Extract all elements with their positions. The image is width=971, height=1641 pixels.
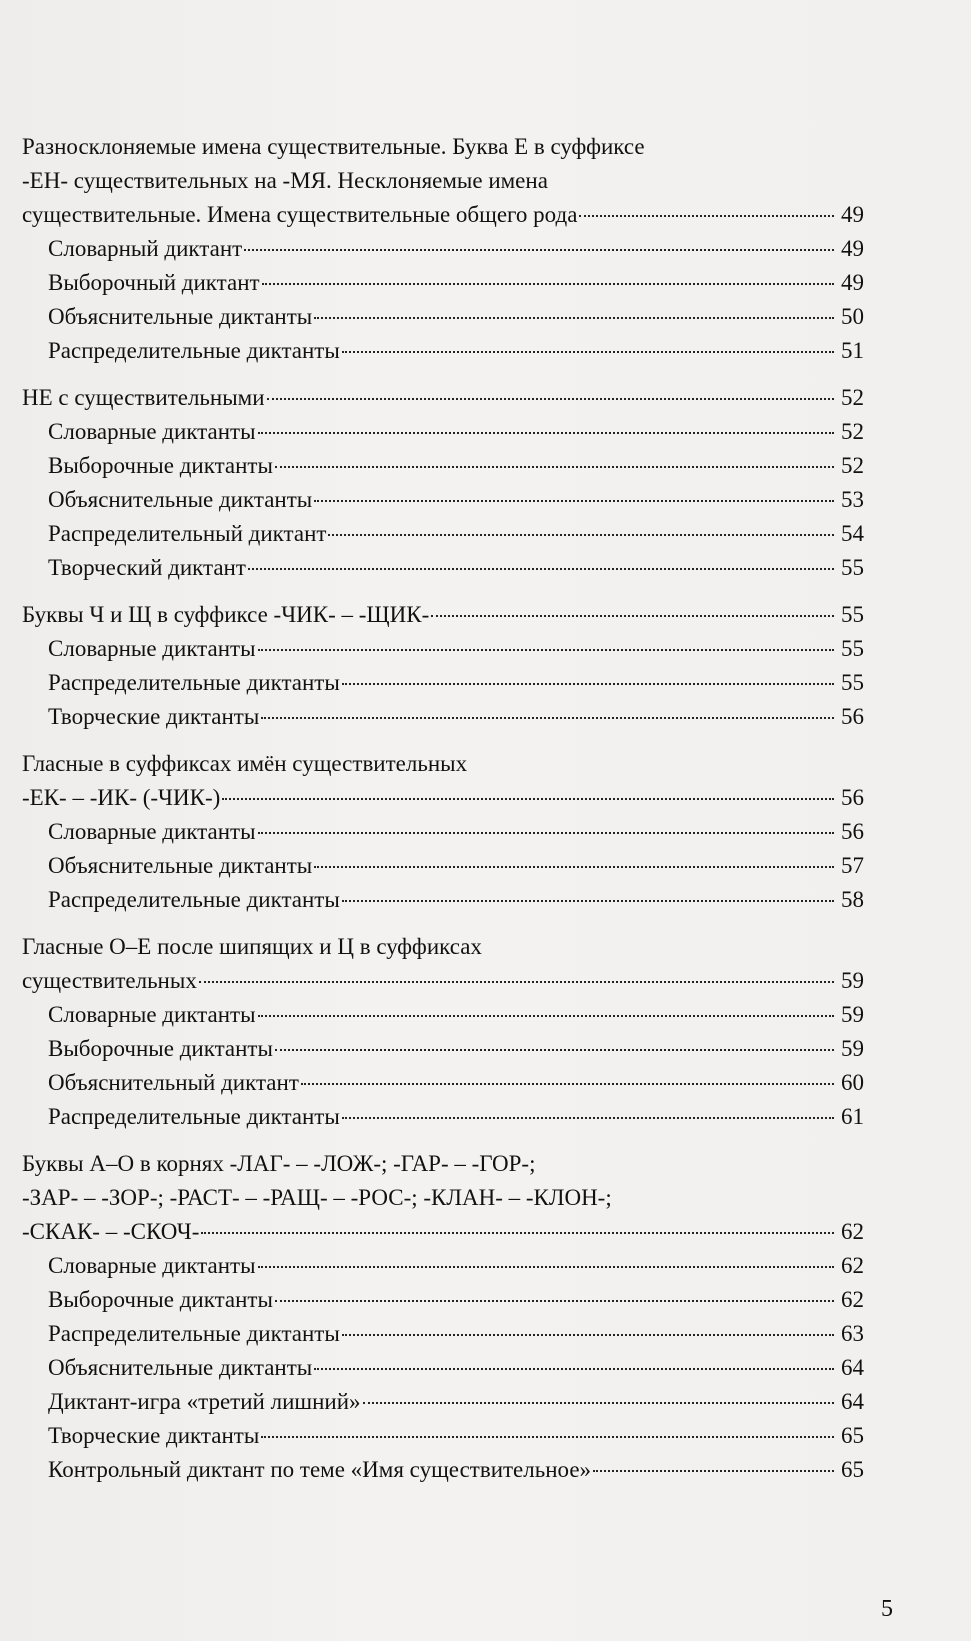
toc-section-title-line	[22, 1181, 864, 1215]
toc-subentry	[22, 1317, 864, 1351]
dot-leader	[244, 249, 834, 251]
toc-section-entry	[22, 781, 864, 815]
toc-page-number: 56	[841, 785, 864, 810]
toc-entry-text: Объяснительные диктанты	[48, 853, 313, 878]
toc-entry-text: Объяснительные диктанты	[48, 487, 313, 512]
toc-entry-text: Объяснительный диктант	[48, 1070, 299, 1095]
dot-leader	[342, 1334, 834, 1336]
toc-subentry	[22, 666, 864, 700]
toc-entry-text: -ЕН- существительных на -МЯ. Несклоняемые имена	[22, 168, 548, 193]
toc-entry-text: Распределительные диктанты	[48, 1321, 340, 1346]
dot-leader	[314, 1368, 834, 1370]
toc-section-entry	[22, 198, 864, 232]
toc-entry-text: Творческие диктанты	[48, 1423, 260, 1448]
toc-section-entry	[22, 381, 864, 415]
dot-leader	[201, 1232, 834, 1234]
toc-entry-text: Распределительные диктанты	[48, 670, 340, 695]
toc-subentry	[22, 1385, 864, 1419]
dot-leader	[261, 717, 834, 719]
toc-entry-text: -ЕК- – -ИК- (-ЧИК-)	[22, 785, 221, 810]
dot-leader	[275, 466, 834, 468]
toc-subentry	[22, 266, 864, 300]
toc-page-number: 52	[841, 385, 864, 410]
toc-entry-text: Распределительные диктанты	[48, 1104, 340, 1129]
toc-page-number: 55	[841, 602, 864, 627]
dot-leader	[258, 432, 834, 434]
toc-page-number: 64	[841, 1389, 864, 1414]
dot-leader	[342, 683, 834, 685]
toc-subentry	[22, 449, 864, 483]
toc-entry-text: НЕ с существительными	[22, 385, 265, 410]
dot-leader	[363, 1402, 834, 1404]
toc-entry-text: Словарный диктант	[48, 236, 243, 261]
toc-page-number: 62	[841, 1287, 864, 1312]
toc-entry-text: Словарные диктанты	[48, 1002, 256, 1027]
toc-entry-text: существительных	[22, 968, 197, 993]
toc-entry-text: существительные. Имена существительные общего рода	[22, 202, 578, 227]
toc-subentry	[22, 998, 864, 1032]
toc-subentry	[22, 632, 864, 666]
toc-entry-text: Словарные диктанты	[48, 419, 256, 444]
dot-leader	[431, 615, 834, 617]
toc-entry-text: Творческие диктанты	[48, 704, 260, 729]
toc-section-title-line	[22, 130, 864, 164]
toc-page-number: 57	[841, 853, 864, 878]
toc-entry-text: -ЗАР- – -ЗОР-; -РАСТ- – -РАЩ- – -РОС-; -КЛАН- – -КЛОН-;	[22, 1185, 612, 1210]
toc-subentry	[22, 1032, 864, 1066]
dot-leader	[258, 649, 834, 651]
toc-page-number: 60	[841, 1070, 864, 1095]
toc-page-number: 50	[841, 304, 864, 329]
dot-leader	[258, 1266, 834, 1268]
toc-entry-text: Выборочные диктанты	[48, 1036, 273, 1061]
dot-leader	[328, 534, 834, 536]
toc-page-number: 58	[841, 887, 864, 912]
toc-section-entry	[22, 598, 864, 632]
toc-entry-text: Разносклоняемые имена существительные. Буква Е в суффиксе	[22, 134, 645, 159]
toc-subentry	[22, 1283, 864, 1317]
toc-section-title-line	[22, 1147, 864, 1181]
dot-leader	[314, 866, 834, 868]
table-of-contents	[22, 130, 864, 1487]
toc-subentry	[22, 1249, 864, 1283]
toc-subentry	[22, 300, 864, 334]
toc-entry-text: Творческий диктант	[48, 555, 246, 580]
toc-subentry	[22, 1066, 864, 1100]
toc-entry-text: Диктант-игра «третий лишний»	[48, 1389, 361, 1414]
toc-entry-text: Гласные О–Е после шипящих и Ц в суффиксах	[22, 934, 482, 959]
toc-section-title-line	[22, 164, 864, 198]
toc-subentry	[22, 1351, 864, 1385]
dot-leader	[199, 981, 834, 983]
dot-leader	[593, 1470, 834, 1472]
toc-subentry	[22, 415, 864, 449]
toc-entry-text: Объяснительные диктанты	[48, 1355, 313, 1380]
dot-leader	[222, 798, 834, 800]
toc-page-number: 59	[841, 1002, 864, 1027]
toc-entry-text: Словарные диктанты	[48, 819, 256, 844]
toc-page-number: 65	[841, 1457, 864, 1482]
dot-leader	[579, 215, 834, 217]
toc-entry-text: -СКАК- – -СКОЧ-	[22, 1219, 200, 1244]
toc-entry-text: Контрольный диктант по теме «Имя существительное»	[48, 1457, 592, 1482]
toc-page-number: 53	[841, 487, 864, 512]
dot-leader	[342, 900, 834, 902]
toc-subentry	[22, 883, 864, 917]
toc-page-number: 52	[841, 453, 864, 478]
toc-entry-text: Гласные в суффиксах имён существительных	[22, 751, 468, 776]
dot-leader	[258, 1015, 834, 1017]
toc-page-number: 64	[841, 1355, 864, 1380]
toc-subentry	[22, 1419, 864, 1453]
toc-page-number: 61	[841, 1104, 864, 1129]
toc-page-number: 49	[841, 202, 864, 227]
toc-page-number: 59	[841, 1036, 864, 1061]
dot-leader	[314, 317, 834, 319]
toc-entry-text: Словарные диктанты	[48, 636, 256, 661]
toc-page-number: 59	[841, 968, 864, 993]
dot-leader	[301, 1083, 834, 1085]
toc-entry-text: Распределительный диктант	[48, 521, 327, 546]
toc-subentry	[22, 700, 864, 734]
dot-leader	[314, 500, 834, 502]
toc-section-entry	[22, 964, 864, 998]
toc-entry-text: Буквы А–О в корнях -ЛАГ- – -ЛОЖ-; -ГАР- – -ГОР-;	[22, 1151, 536, 1176]
toc-subentry	[22, 849, 864, 883]
dot-leader	[342, 351, 834, 353]
toc-subentry	[22, 232, 864, 266]
toc-section-entry	[22, 1215, 864, 1249]
toc-page-number: 56	[841, 704, 864, 729]
dot-leader	[342, 1117, 834, 1119]
toc-section-title-line	[22, 747, 864, 781]
toc-subentry	[22, 1100, 864, 1134]
dot-leader	[258, 832, 834, 834]
toc-entry-text: Выборочные диктанты	[48, 1287, 273, 1312]
toc-entry-text: Распределительные диктанты	[48, 887, 340, 912]
toc-page-number: 65	[841, 1423, 864, 1448]
toc-page-number: 51	[841, 338, 864, 363]
toc-entry-text: Выборочный диктант	[48, 270, 260, 295]
toc-subentry	[22, 551, 864, 585]
dot-leader	[275, 1300, 834, 1302]
toc-entry-text: Выборочные диктанты	[48, 453, 273, 478]
dot-leader	[275, 1049, 834, 1051]
toc-entry-text: Объяснительные диктанты	[48, 304, 313, 329]
toc-subentry	[22, 483, 864, 517]
toc-subentry	[22, 815, 864, 849]
toc-entry-text: Словарные диктанты	[48, 1253, 256, 1278]
toc-page-number: 62	[841, 1253, 864, 1278]
toc-page-number: 55	[841, 636, 864, 661]
toc-subentry	[22, 517, 864, 551]
toc-page-number: 55	[841, 670, 864, 695]
toc-page-number: 55	[841, 555, 864, 580]
dot-leader	[267, 398, 834, 400]
page-number: 5	[881, 1596, 893, 1622]
toc-page-number: 63	[841, 1321, 864, 1346]
toc-page-number: 56	[841, 819, 864, 844]
toc-subentry	[22, 334, 864, 368]
toc-page-number: 49	[841, 236, 864, 261]
dot-leader	[261, 1436, 834, 1438]
toc-entry-text: Буквы Ч и Щ в суффиксе -ЧИК- – -ЩИК-	[22, 602, 430, 627]
toc-section-title-line	[22, 930, 864, 964]
toc-page-number: 54	[841, 521, 864, 546]
toc-page-number: 49	[841, 270, 864, 295]
toc-page-number: 52	[841, 419, 864, 444]
dot-leader	[262, 283, 834, 285]
toc-subentry	[22, 1453, 864, 1487]
toc-entry-text: Распределительные диктанты	[48, 338, 340, 363]
dot-leader	[248, 568, 834, 570]
toc-page-number: 62	[841, 1219, 864, 1244]
